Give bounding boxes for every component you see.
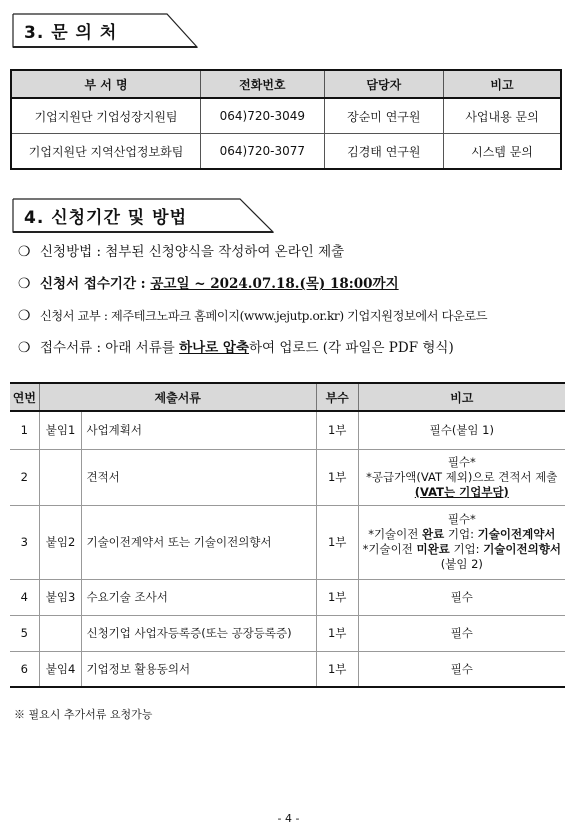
remarks-cell: 필수 [358,651,565,687]
col-header-remarks: 비고 [444,70,561,98]
bullet-circle-icon: ❍ [18,340,31,356]
copies-cell: 1부 [316,411,358,449]
contact-person-cell: 김경태 연구원 [324,134,443,170]
row-number: 6 [10,651,39,687]
remarks-cell: 필수 [358,579,565,615]
bullet-circle-icon: ❍ [18,308,31,324]
col-header-contact-person: 담당자 [324,70,443,98]
bullet-circle-icon: ❍ [18,276,31,292]
attachment-label: 붙임3 [39,579,82,615]
table-row [10,651,565,687]
application-period-label: 신청서 접수기간 : [40,276,151,292]
col-header-remarks: 비고 [358,383,565,411]
remarks-cell [358,505,565,579]
row-number: 2 [10,449,39,505]
document-name: 사업계획서 [82,411,316,449]
attachment-label [39,615,82,651]
remark-emphasis: 기술이전의향서 [483,542,561,556]
application-method-text: 신청방법 : 첨부된 신청양식을 작성하여 온라인 제출 [40,244,345,260]
remark-emphasis: 미완료 [416,542,450,556]
row-number: 4 [10,579,39,615]
section-4-heading [12,198,274,232]
remark-line: *공급가액(VAT 제외)으로 견적서 제출 [366,469,558,484]
remark-emphasis: 완료 [422,527,445,541]
remark-line [363,527,561,542]
remarks-cell: 필수(붙임 1) [358,411,565,449]
bullet-circle-icon: ❍ [18,244,31,260]
remark-text: 기업: [449,542,484,556]
remarks-cell: 시스템 문의 [444,134,561,170]
remarks-cell: 필수 [358,615,565,651]
section-4-title: 4. 신청기간 및 방법 [24,208,187,228]
remark-text: *기술이전 [368,527,423,541]
section-3-heading [12,13,198,47]
table-row [10,449,565,505]
section-3-title: 3. 문 의 처 [24,23,118,43]
application-period-value: 공고일 ~ 2024.07.18.(목) 18:00까지 [150,276,399,292]
col-header-department: 부 서 명 [11,70,201,98]
attachment-label: 붙임1 [39,411,82,449]
attachment-label: 붙임2 [39,505,82,579]
copies-cell: 1부 [316,579,358,615]
row-number: 3 [10,505,39,579]
list-item [18,307,563,339]
table-row [10,615,565,651]
table-row [11,98,561,134]
documents-text-pre: 접수서류 : 아래 서류를 [40,340,180,356]
remark-line: (붙임 2) [440,557,483,571]
remark-emphasis: 기술이전계약서 [477,527,556,541]
contact-person-cell: 장순미 연구원 [324,98,443,134]
list-item [18,339,563,371]
footnote: ※ 필요시 추가서류 요청가능 [14,708,153,721]
application-method-list [18,243,563,371]
contact-table-header [11,70,561,98]
table-row [10,579,565,615]
col-header-phone: 전화번호 [201,70,325,98]
row-number: 5 [10,615,39,651]
remark-line: 필수* [447,512,476,526]
copies-cell: 1부 [316,449,358,505]
remarks-cell [358,449,565,505]
phone-cell: 064)720-3049 [201,98,325,134]
remark-text: 기업: [444,527,478,541]
documents-text-emphasis: 하나로 압축 [179,340,249,356]
department-cell: 기업지원단 지역산업정보화팀 [11,134,201,170]
remark-line: 필수* [447,454,476,469]
phone-cell: 064)720-3077 [201,134,325,170]
document-name: 기술이전계약서 또는 기술이전의향서 [82,505,316,579]
submission-documents-table [10,382,565,688]
table-row [10,411,565,449]
remark-text: *기술이전 [362,542,417,556]
row-number: 1 [10,411,39,449]
document-name: 기업정보 활용동의서 [82,651,316,687]
col-header-copies: 부수 [316,383,358,411]
copies-cell: 1부 [316,651,358,687]
col-header-number: 연번 [10,383,39,411]
copies-cell: 1부 [316,615,358,651]
attachment-label [39,449,82,505]
document-name: 견적서 [82,449,316,505]
remarks-cell: 사업내용 문의 [444,98,561,134]
col-header-documents: 제출서류 [39,383,316,411]
contact-table [10,69,562,170]
docs-table-header [10,383,565,411]
remark-line: (VAT는 기업부담) [414,484,509,499]
documents-text-post: 하여 업로드 (각 파일은 PDF 형식) [249,340,454,356]
department-cell: 기업지원단 기업성장지원팀 [11,98,201,134]
list-item [18,275,563,307]
form-download-text: 신청서 교부 : 제주테크노파크 홈페이지(www.jejutp.or.kr) 기업지원정보에서 다운로드 [40,309,488,323]
page-number: - 4 - [277,812,300,825]
attachment-label: 붙임4 [39,651,82,687]
document-name: 신청기업 사업자등록증(또는 공장등록증) [82,615,316,651]
list-item [18,243,563,275]
table-row [10,505,565,579]
remark-line [363,542,561,557]
document-name: 수요기술 조사서 [82,579,316,615]
copies-cell: 1부 [316,505,358,579]
table-row [11,134,561,170]
